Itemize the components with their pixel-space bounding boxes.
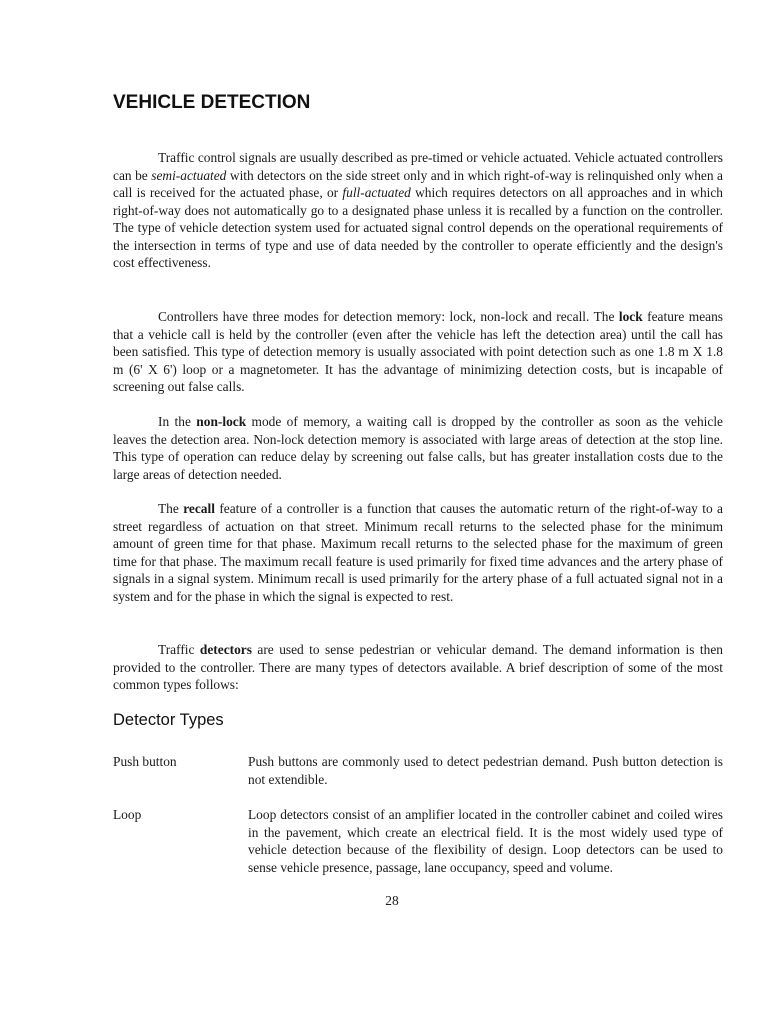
paragraph-actuated-signals <box>113 149 723 272</box>
paragraph-detectors <box>113 641 723 694</box>
bold-non-lock: non-lock <box>196 414 247 429</box>
text-run: mode of memory, a waiting call is dropped by the controller as soon as the vehicle leaves the detection area. Non-lock detection memory is associated with large areas of detection at the stop line. This type of operation can reduce delay by screening out false calls, but has greater installation costs due to the large areas of detection needed. <box>113 414 723 482</box>
bold-detectors: detectors <box>199 642 252 657</box>
text-run: feature of a controller is a function that causes the automatic return of the right-of-way to a street regardless of actuation on that street. Minimum recall returns to the selected phase for the minimum amount of green time for that phase. Maximum recall returns to the selected phase for the maximum of green time for that phase. The maximum recall feature is used primarily for fixed time advances and the artery phase of signals in a signal system. Minimum recall is used primarily for the artery phase of a full actuated signal not in a system and for the phase in which the signal is expected to rest. <box>113 501 723 604</box>
definition-description: Loop detectors consist of an amplifier located in the controller cabinet and coiled wires in the pavement, which create an electrical field. It is the most widely used type of vehicle detection because of the flexibility of design. Loop detectors can be used to sense vehicle presence, passage, lane occupancy, speed and volume. <box>248 807 723 875</box>
text-run: Controllers have three modes for detection memory: lock, non-lock and recall. The <box>158 309 619 324</box>
page-title: VEHICLE DETECTION <box>113 92 311 113</box>
text-run: which requires detectors on all approaches and in which right-of-way does not automatically go to a designated phase unless it is recalled by a function on the controller. The type of vehicle detection system used for actuated signal control depends on the operational requirements of the intersection in terms of type and use of data needed by the controller to operate efficiently and the design's cost effectiveness. <box>113 185 724 270</box>
emphasis-semi-actuated: semi-actuated <box>151 167 227 183</box>
bold-recall: recall <box>183 501 215 516</box>
text-run: Traffic control signals are usually described as pre-timed or vehicle actuated. Vehicle actuated controllers can be <box>113 150 723 183</box>
definition-term: Loop <box>113 807 142 822</box>
text-run: with detectors on the side street only and in which right-of-way is relinquished only when a call is received for the actuated phase, or <box>113 167 723 200</box>
definition-description: Push buttons are commonly used to detect pedestrian demand. Push button detection is not extendible. <box>248 754 723 787</box>
section-heading-detector-types: Detector Types <box>113 711 224 729</box>
paragraph-recall <box>113 500 723 605</box>
text-run: The <box>158 501 184 516</box>
paragraph-non-lock <box>113 413 723 483</box>
page-number: 28 <box>385 893 399 908</box>
emphasis-full-actuated: full-actuated <box>342 185 411 200</box>
text-run: feature means that a vehicle call is held by the controller (even after the vehicle has left the detection area) until the call has been satisfied. This type of detection memory is usually associated with point detection such as one 1.8 m X 1.8 m (6' X 6') loop or a magnetometer. It has the advantage of minimizing detection costs, but is incapable of screening out false calls. <box>113 309 723 394</box>
bold-lock: lock <box>618 309 643 324</box>
text-run: In the <box>158 414 197 429</box>
paragraph-detection-memory <box>113 308 723 396</box>
definition-term: Push button <box>113 754 177 769</box>
text-run: are used to sense pedestrian or vehicular demand. The demand information is then provided to the controller. There are many types of detectors available. A brief description of some of the most common types follows: <box>113 642 723 692</box>
text-run: Traffic <box>158 642 200 657</box>
